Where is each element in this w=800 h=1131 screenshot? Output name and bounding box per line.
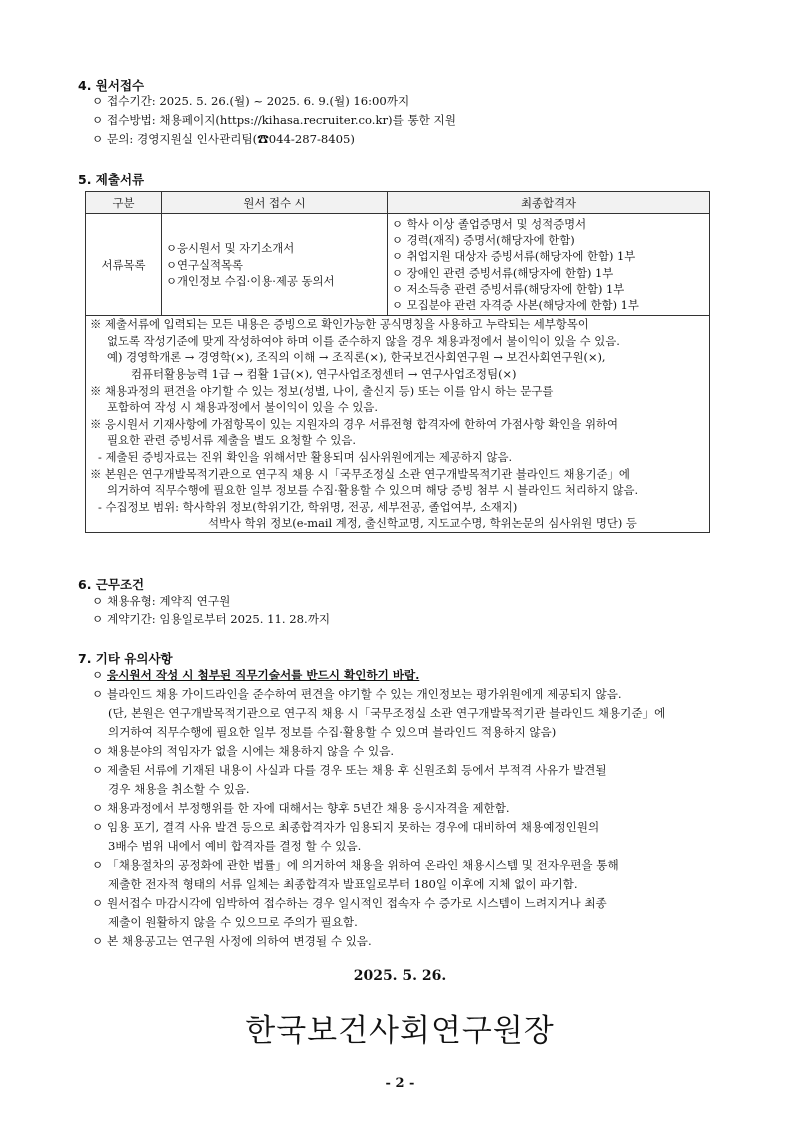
notice-item-cont: 의거하여 직무수행에 필요한 일부 정보를 수집·활용할 수 있으며 블라인드 적용하지 않음) — [108, 725, 557, 739]
notice-item: ㅇ 채용과정에서 부정행위를 한 자에 대해서는 향후 5년간 채용 응시자격을 제한함. — [92, 801, 510, 815]
signature: 한국보건사회연구원장 — [245, 1013, 555, 1049]
notice-item: ㅇ 「채용절차의 공정화에 관한 법률」에 의거하여 채용을 위하여 온라인 채용시스템 및 전자우편을 통해 — [92, 858, 619, 872]
table-header-final: 최종합격자 — [388, 192, 710, 214]
notice-item: ㅇ 본 채용공고는 연구원 사정에 의하여 변경될 수 있음. — [92, 934, 372, 948]
notice-item-cont: 제출한 전자적 형태의 서류 일체는 최종합격자 발표일로부터 180일 이후에 지체 없이 파기함. — [108, 877, 578, 891]
apply-period: ㅇ 접수기간: 2025. 5. 26.(월) ~ 2025. 6. 9.(월) 16:00까지 — [92, 94, 410, 108]
notice-item-cont: 3배수 범위 내에서 예비 합격자를 결정 할 수 있음. — [108, 839, 362, 853]
table-header-application: 원서 접수 시 — [162, 192, 388, 214]
notice-item: ㅇ 원서접수 마감시각에 임박하여 접수하는 경우 일시적인 접속자 수 증가로 시스템이 느려지거나 최종 — [92, 896, 607, 910]
application-docs: ㅇ응시원서 및 자기소개서 ㅇ연구실적목록 ㅇ개인정보 수집·이용·제공 동의서 — [162, 214, 388, 316]
employment-type: ㅇ 채용유형: 계약직 연구원 — [92, 594, 231, 608]
page-number: - 2 - — [385, 1076, 415, 1091]
section-6-title: 6. 근무조건 — [78, 577, 145, 592]
apply-method: ㅇ 접수방법: 채용페이지(https://kihasa.recruiter.co.kr)를 통한 지원 — [92, 113, 456, 127]
section-7-title: 7. 기타 유의사항 — [78, 651, 173, 666]
notice-item: ㅇ 제출된 서류에 기재된 내용이 사실과 다를 경우 또는 채용 후 신원조회 등에서 부적격 사유가 발견될 — [92, 763, 607, 777]
final-docs: ㅇ 학사 이상 졸업증명서 및 성적증명서 ㅇ 경력(재직) 증명서(해당자에 한함) ㅇ 취업지원 대상자 증빙서류(해당자에 한함) 1부 ㅇ 장애인 관련 증빙서류(해당자에 한함) 1부 ㅇ 저소득층 관련 증빙서류(해당자에 한함) 1부 ㅇ 모집분야 관련 자격증 사본(해당자에 한함) 1부 — [388, 214, 710, 316]
notice-item: ㅇ 임용 포기, 결격 사유 발견 등으로 최종합격자가 임용되지 못하는 경우에 대비하여 채용예정인원의 — [92, 820, 600, 834]
table-header-category: 구분 — [86, 192, 162, 214]
table-notes: ※ 제출서류에 입력되는 모든 내용은 증빙으로 확인가능한 공식명칭을 사용하고 누락되는 세부항목이 없도록 작성기준에 맞게 작성하여야 하며 이를 준수하지 않을 경우 채용과정에서 불이익이 있을 수 있음. 예) 경영학개론 → 경영학(×), 조직의 이해 → 조직론(×), 한국보건사회연구원 → 보건사회연구원(×), 컴퓨터활용능력 1급 → 컴활 1급(×), 연구사업조정센터 → 연구사업조정팀(×) ※ 채용과정의 편견을 야기할 수 있는 정보(성별, 나이, 출신지 등) 또는 이를 암시 하는 문구를 포함하여 작성 시 채용과정에서 불이익이 있을 수 있음. ※ 응시원서 기재사항에 가점항목이 있는 지원자의 경우 서류전형 합격자에 한하여 가점사항 확인을 위하여 필요한 관련 증빙서류 제출을 별도 요청할 수 있음. - 제출된 증빙자료는 진위 확인을 위해서만 활용되며 심사위원에게는 제공하지 않음. ※ 본원은 연구개발목적기관으로 연구직 채용 시「국무조정실 소관 연구개발목적기관 블라인드 채용기준」에 의거하여 직무수행에 필요한 일부 정보를 수집·활용할 수 있으며 해당 증빙 첨부 시 블라인드 처리하지 않음. - 수집정보 범위: 학사학위 정보(학위기간, 학위명, 전공, 세부전공, 졸업여부, 소재지) 석박사 학위 정보(e-mail 계정, 출신학교명, 지도교수명, 학위논문의 심사위원 명단) 등 — [86, 316, 710, 533]
notice-item-cont: (단, 본원은 연구개발목적기관으로 연구직 채용 시「국무조정실 소관 연구개발목적기관 블라인드 채용기준」에 — [108, 706, 666, 720]
contact-info: ㅇ 문의: 경영지원실 인사관리팀(☎044-287-8405) — [92, 132, 355, 146]
notice-item: ㅇ 응시원서 작성 시 첨부된 직무기술서를 반드시 확인하기 바람. — [92, 668, 420, 682]
section-4-title: 4. 원서접수 — [78, 78, 145, 93]
notice-item: ㅇ 블라인드 채용 가이드라인을 준수하여 편견을 야기할 수 있는 개인정보는 평가위원에게 제공되지 않음. — [92, 687, 622, 701]
section-5-title: 5. 제출서류 — [78, 172, 145, 187]
notice-item: ㅇ 채용분야의 적임자가 없을 시에는 채용하지 않을 수 있음. — [92, 744, 395, 758]
announcement-date: 2025. 5. 26. — [353, 968, 447, 984]
contract-period: ㅇ 계약기간: 임용일로부터 2025. 11. 28.까지 — [92, 612, 331, 626]
notice-item-cont: 제출이 원활하지 않을 수 있으므로 주의가 필요함. — [108, 915, 358, 929]
submission-table — [85, 191, 710, 533]
row-label: 서류목록 — [86, 214, 162, 316]
notice-item-cont: 경우 채용을 취소할 수 있음. — [108, 782, 250, 796]
